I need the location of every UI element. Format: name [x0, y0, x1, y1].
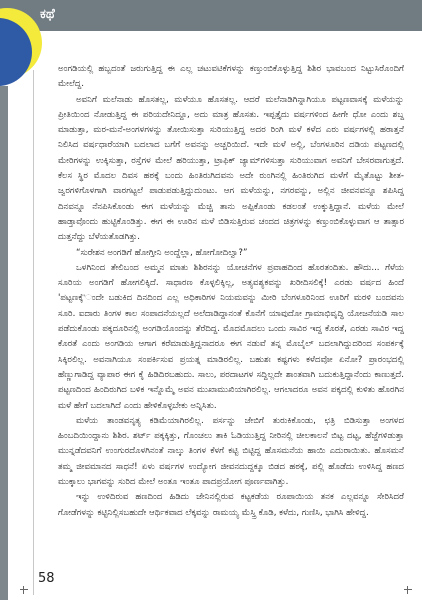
section-title: ಕಥೆ — [40, 7, 55, 22]
dialogue-line: “ಸುರೇಶನ ಅಂಗಡಿಗೆ ಹೋಗ್ತೀನಿ ಅಂದ್ದೆಲ್ಲಾ, ಹೋಗೋದಿಲ್ವಾ?” — [76, 247, 248, 258]
paragraph: ಅವನಿಗೆ ಮಲೆನಾಡು ಹೊಸತಲ್ಲ, ಮಳೆಯೂ ಹೊಸತಲ್ಲ. ಆದರೆ ಮಲೆನಾಡಿಗಿನ್ನಾಗಿಯೂ ಪಟ್ಟಣವಾಸಕ್ಕೆ ಮಳೆಯನ್ನು ಪ್ರೀತಿಯಿಂದ ನೋಡುತ್ತಿದ್ದ ಈ ಪರಿಯದೇನಿದ್ದೂ, ಅದು ಮಾತ್ರ ಹೊಸತು. ಇಪ್ಪತ್ತೈದು ವರ್ಷಗಳಿಂದ ಹೀಗೇ ಧೋ ಎಂದು ಶಬ್ದ ಮಾಡುತ್ತಾ, ಮರ-ಮನೆ-ಅಂಗಳಗಳನ್ನು ತೋಯಿಸುತ್ತಾ ಸುರಿಯುತ್ತಿದ್ದ ಅದರ ರಿಂಗಿ ಮಳೆ ಕಳೆದ ಎರು ವರ್ಷಗಳಲ್ಲಿ ಹಠಾತ್ತನೆ ನಿಲಿಸಿದ ವರ್ಷಧಾರೆಯಾಗಿ ಬದಲಾದ ಬಗೆಗೆ ಅವನನ್ನು ಅಚ್ಚರಿಯಿದೆ. ಇದೇ ಮಳೆ ಅಲ್ಲಿ, ಬೆಂಗಳೂರಿನ ದಡಿಯ ಪಟ್ಟಣದಲ್ಲಿ ಮೇರಿಗಳನ್ನು ಉಕ್ಕಿಸುತ್ತಾ, ರಸ್ತೆಗಳ ಮೇಲೆ ಹರಿಯುತ್ತಾ, ಟ್ರಾಫಿಕ್ ಜ್ಯಾಮ್‌ಗಳಿಸುತ್ತಾ ಸುರಿಯುವಾಗ ಅವನಿಗೆ ಬೇಸರವಾಗುತ್ತದೆ. ಕೆಲಸ ಸ್ಥಿರ ಮೊದಲ ದಿವಸ ಹಠಕ್ಕೆ ಬಂದು ಹಿಂತಿರುಗಿದವನು ಅದೇ ರುಂಗಿನಲ್ಲಿ ಹಿಂತಿರುಗಿದ ಮಳೆಗೆ ಮೈತೊಟ್ಟು ಶೀತ-ಜ್ವರಗಳಿಗೊಳಗಾಗಿ ವಾರಗಟ್ಟಲೆ ಪಾಡುಪಡುತ್ತಿದ್ದುದುಂಟು. ಆಗ ಮಳೆಯನ್ನು, ನಗರವನ್ನು, ಅಲ್ಲಿನ ಜೀವನವನ್ನೂ ಶಪಿಸಿದ್ದ ದಿನವನ್ನೂ ನೆನಪಿಸಿಕೊಂಡು ಈಗ ಮಳೆಯನ್ನು ಮೆಚ್ಚಿ ತಾನು ಅಪ್ಪಿಕೊಂಡು ಕಡಲಂತೆ ಉಕ್ಕುತ್ತಿದ್ದಾನೆ. ಮಳೆಯ ಮೇಲೆ ಹಾಡ್ತಾವೊಂದು ಹುಟ್ಟಿಕೊಂಡಿತ್ತು. ಈಗ ಈ ಊರಿನ ಮಳೆ ಬಿಡಿಸುತ್ತಿರುವ ಚಂದದ ಚಿತ್ರಗಳನ್ನು ಕಣ್ತುಂಬಿಕೊಳ್ಳುವಾಗ ಆ ತಾತ್ಸಾರ ದುತ್ತನೆದ್ದು ಬೆಳೆಯತೊಡಗಿತ್ತು. — [58, 94, 404, 243]
story-body — [58, 62, 404, 521]
header-band — [0, 0, 422, 31]
paragraph: ಒಳಗಿನಿಂದ ತೇಲಿಬಂದ ಅಮ್ಮನ ಮಾತು ಶಿಶಿರನನ್ನು ಯೋಚನೆಗಳ ಪ್ರವಾಹದಿಂದ ಹೊರತಂದಿತು. ಹೌದು... ಗೆಳೆಯ ಸೂರಿಯ ಅಂಗಡಿಗೆ ಹೋಗಲಿಕ್ಕಿದೆ. ಸಾಧಾರಣ ಕೊಳ್ಳಲಿಕ್ಕಿಲ್ಲ, ಅತ್ಯವಶ್ಯಕವನ್ನು ಖರೀದಿಸಲಿಕ್ಕೆ! ಎರಡು ವರ್ಷದ ಹಿಂದೆ 'ಪಟ್ಟಣಕ್ಕೆ'ಂದೇ ಬಡುಕಿದ ದಿನದಿಂದ ಎಲ್ಲ ಅಧಿಕಾರಿಗಳ ನಿಯಮವನ್ನು ಮೀರಿ ಬೆಂಗಳೂರಿನಿಂದ ಊರಿಗೆ ಮರಳಿ ಬಂದವನು ಸೂರಿ. ಐದಾರು ತಿಂಗಳ ಕಾಲ ಸಂಪಾದನೆಯಲ್ಲದೆ ಅಲೆದಾಡಿದ್ದಾನಂತೆ ಕೊನೆಗೆ ಯಾವುದೋ ಗ್ರಾಮಾಭಿವೃದ್ಧಿ ಯೋಜನೆಯಡಿ ಸಾಲ ಪಡೆದುಕೊಂಡು ಪಕ್ಕದೂರಿನಲ್ಲಿ ಅಂಗಡಿಯೊಂದನ್ನು ತೆರೆದಿದ್ದ. ಮೊದಮೊದಲು ಒಂದು ಸಾವಿರ ಇದ್ದ ಕೊರತೆ, ಎರಡು ಸಾವಿರ ಇದ್ದ ಕೊರತೆ ಎಂದು ಅಂಗಡಿಯ ಆಗಾಗ ಕರೆಮಾಡುತ್ತಿದ್ದನಾದರೂ ಈಗ ನಡುವೆ ತನ್ನ ಮೊಬೈಲ್ ಬದಲಾಗಿದ್ದುದರಿಂದ ಸಂಪರ್ಕಕ್ಕೆ ಸಿಕ್ಕಿರಲಿಲ್ಲ. ಅವನಾಗಿಯೂ ಸಂಪರ್ಕಿಸುವ ಪ್ರಯತ್ನ ಮಾಡಿರಲಿಲ್ಲ. ಬಹುಶಃ ಕಷ್ಟಗಳು ಕಳೆದವೋ ಏನೋ? ಪ್ರಾರಂಭದಲ್ಲಿ ಹೆಣ್ಣುಗಾಡಿದ್ದ ವ್ಯಾಪಾರ ಈಗ ಕೈ ಹಿಡಿದಿರಬಹುದು. ಸಾಲು, ಪರದಾಟಗಳ ಸದ್ದಿಲ್ಲದೇ ಶಾಂತವಾಗಿ ಬದುಕುತ್ತಿದ್ದಾನೆಂದು ಕಾಣುತ್ತದೆ. ಪಟ್ಟಣದಿಂದ ಹಿಂದಿರುಗಿದ ಬಳಿಕ ಇನ್ನೊಮ್ಮೆ ಅವನ ಮುಖಾಮುಖಿಯಾಗಿರಲಿಲ್ಲ. ಆಗಲಾದರೂ ಅವನ ಪಕ್ಕದಲ್ಲಿ ಕುಳಿತು ಹೊರಗಿನ ಮಳೆ ಹೇಗೆ ಬದಲಾಗಿದೆ ಎಂದು ಹೇಳಿಕೊಳ್ಳಬೇಕು ಅನ್ನಿಸಿತು. — [58, 262, 404, 411]
page-number: 58 — [38, 571, 55, 586]
paragraph: ಇನ್ನು ಉಳಿದಿರುವ ಹಣದಿಂದ ಹಿಡಿದು ಜೇನಿನಲ್ಲಿರುವ ಕಟ್ಟಕಡೆಯ ರೂಪಾಯಿಯ ತನಕ ಎಲ್ಲವನ್ನೂ ಸೇರಿಸಿದರೆ ಗೋಡೆಗಳನ್ನು ಕಟ್ಟಿನಿಲ್ಲಿಸಬಹುದೇ ಆರ್ಥಿಕವಾದ ಲೆಕ್ಕವನ್ನು ರಾಮಯ್ಯ ಮೆಸ್ತ್ರಿ ಕೊಡಿ, ಕಳೆದು, ಗುಣಿಸಿ, ಭಾಗಿಸಿ ಹೇಳಿದ್ದ. — [58, 492, 404, 518]
left-margin-bar — [0, 86, 8, 600]
paragraph: ಮಳೆಯ ತಾಂಡವನೃತ್ಯ ಕಡಿಮೆಯಾಗಿರಲಿಲ್ಲ. ಪರ್ಸನ್ನು ಜೇಬಿಗೆ ತುರುಕಿಕೊಂಡು, ಛತ್ರಿ ಬಿಡಿಸುತ್ತಾ ಅಂಗಳದ ಹಿಂಬದಿಯಿಂದ್ದಾನು ಶಿಶಿರ. ಶರ್ಟ್ ಪಕ್ಕಕ್ಕಿತ್ತು, ಗೊಂಚಲು ತಾಕಿ ಓಡಿಯುತ್ತಿದ್ದ ನೀರಿನಲ್ಲಿ ಚೀಲಕಾಲನೆ ಬಿಟ್ಟ ದಟ್ಟ, ಹೆಜ್ಜೆಗಳಿಡುತ್ತಾ ಮುನ್ನಡೆದವನಿಗೆ ಉಂಗುರದೊಳಗಿನಂತೆ ನಾಲ್ಕು ತಿಂಗಳ ಕೆಳಗೆ ಕಟ್ಟಿ ಬಿಟ್ಟಿದ್ದ ಹೊಸಮನೆಯ ಹಾಯಿ ಎದುರಾಯಿತು. ಹೊಸಮನೆ ತಮ್ಮ ಜೀವಮಾನದ ಸಾಧನೆ! ಏಳು ವರ್ಷಗಳ ಉದ್ಯೋಗ ಜೀವನದುದ್ದಕ್ಕೂ ಬಿಡದ ಹಠಕ್ಕೆ, ಪಲ್ಲಿ ಹೊಡೆದು ಉಳಿಸಿದ್ದ ಹಣದ ಮುಕ್ಕಾಲು ಭಾಗವನ್ನು ಸುರಿದ ಮೇಲೆ ಅಂತೂ ಇಂತೂ ಪಾದಪ್ರಯೋಗ ಪೂರ್ಣವಾಗಿತ್ತು. — [58, 415, 404, 488]
margin-guide-line — [33, 70, 34, 595]
crop-mark-icon — [20, 586, 28, 594]
crop-mark-icon — [404, 586, 412, 594]
paragraph: ಅಂಗಡಿಯಲ್ಲಿ ಹಬ್ಬದಂತೆ ಜರುಗುತ್ತಿದ್ದ ಈ ಎಲ್ಲ ಚಟುವಟಿಕೆಗಳನ್ನು ಕಣ್ತುಂಬಿಕೊಳ್ಳುತ್ತಿದ್ದ ಶಿಶಿರ ಭಾವಬಂದ ನಿಟ್ಟುಸಿರೊಂದಿಗೆ ಮೇಲೆದ್ದ. — [58, 64, 404, 90]
